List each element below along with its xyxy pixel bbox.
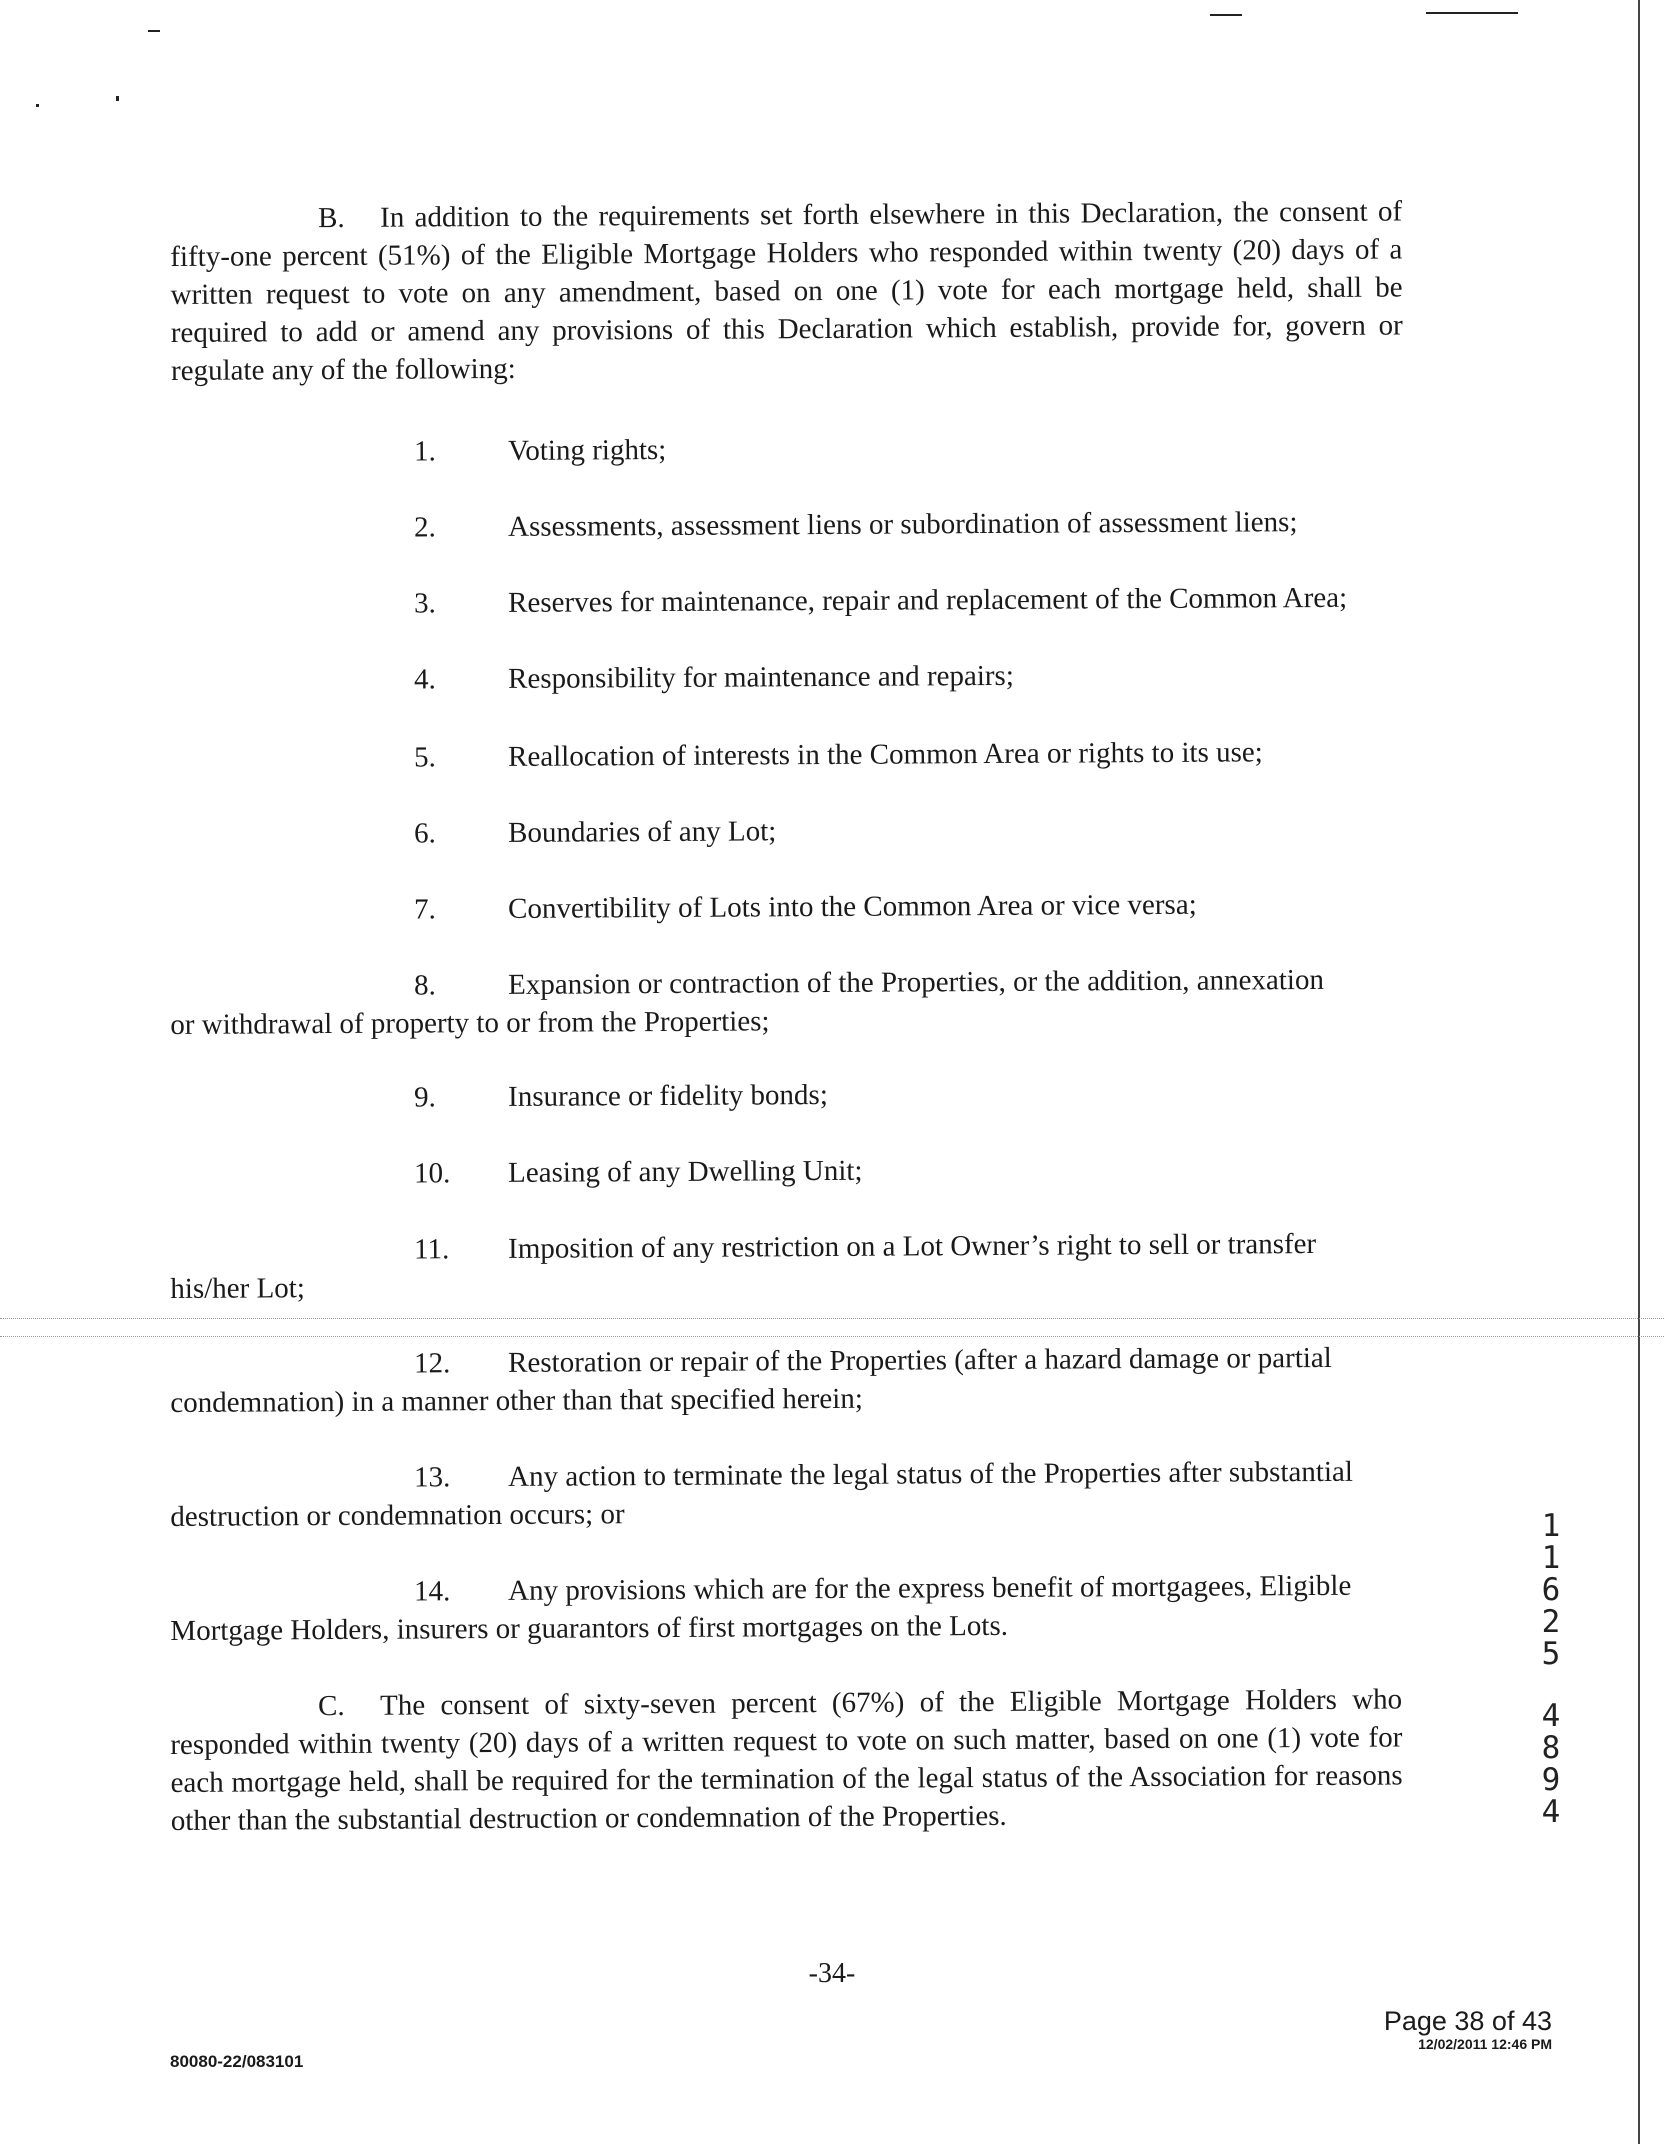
section-b-text: In addition to the requirements set forth elsewhere in this Declaration, the consent of fifty-one percent (51%) of the Eligible Mortgage Holders who responded within twenty (20) days of a written request to vote on any amendment, based on one (1) vote for each mortgage held, shall be required to add or amend any provisions of this Declaration which establish, provide for, govern or regulate any of the following: (170, 195, 1403, 387)
recording-digit: 4 (1541, 1698, 1561, 1734)
list-item-number: 2. (414, 511, 436, 544)
recording-number (1534, 1510, 1568, 1828)
list-item-text: Assessments, assessment liens or subordination of assessment liens; (508, 506, 1298, 543)
list-item-text: Boundaries of any Lot; (508, 815, 777, 849)
list-item-continuation: destruction or condemnation occurs; or (170, 1498, 625, 1533)
recording-stamp (1384, 2006, 1552, 2052)
section-c (170, 1680, 1403, 1840)
recording-digit: 8 (1541, 1730, 1561, 1766)
list-item (170, 502, 1402, 544)
fold-line (0, 1318, 1664, 1319)
list-item-continuation: or withdrawal of property to or from the Properties; (170, 1005, 770, 1041)
recording-digit: 2 (1541, 1604, 1561, 1640)
list-item (170, 426, 1402, 468)
stamp-page-count: Page 38 of 43 (1383, 2006, 1552, 2036)
list-item-number: 12. (414, 1347, 451, 1380)
list-item-number: 1. (414, 435, 436, 468)
list-item-number: 13. (414, 1461, 451, 1494)
scan-mark (116, 96, 119, 101)
list-item-text: Imposition of any restriction on a Lot Owner’s right to sell or transfer (508, 1227, 1317, 1265)
fold-line (0, 1336, 1664, 1337)
scan-mark (148, 30, 160, 32)
list-item-text: Reallocation of interests in the Common Area or rights to its use; (508, 736, 1263, 773)
list-item-text: Convertibility of Lots into the Common Area or vice versa; (508, 888, 1197, 925)
list-item-text: Reserves for maintenance, repair and replacement of the Common Area; (508, 581, 1348, 619)
section-c-label: C. (318, 1689, 345, 1723)
section-b-paragraph (170, 192, 1403, 390)
recording-digit: 1 (1541, 1508, 1561, 1544)
list-item (170, 1452, 1402, 1536)
list-item-continuation: condemnation) in a manner other than that specified herein; (170, 1382, 863, 1419)
list-item-text: Responsibility for maintenance and repairs; (508, 659, 1014, 695)
list-item-number: 10. (414, 1157, 451, 1190)
list-item (170, 808, 1402, 850)
recording-digit: 4 (1541, 1794, 1561, 1830)
list-item-text: Expansion or contraction of the Properties, or the addition, annexation (508, 963, 1325, 1001)
list-item-number: 7. (414, 893, 436, 926)
recording-digit: 5 (1541, 1636, 1561, 1672)
list-item (170, 884, 1402, 926)
list-item (170, 960, 1402, 1044)
list-item (170, 654, 1402, 696)
section-b (170, 192, 1403, 390)
list-item (170, 1148, 1402, 1190)
list-item-number: 14. (414, 1575, 451, 1608)
list-item (170, 1338, 1402, 1422)
document-code: 80080-22/083101 (170, 2052, 304, 2071)
list-item (170, 578, 1402, 620)
list-item-number: 9. (414, 1081, 436, 1114)
recording-digit: 9 (1541, 1762, 1561, 1798)
list-item-number: 5. (414, 741, 436, 774)
recording-digit: 1 (1541, 1540, 1561, 1576)
list-item-text: Any provisions which are for the express benefit of mortgagees, Eligible (508, 1569, 1352, 1607)
list-item-number: 11. (414, 1233, 450, 1266)
scan-edge (1638, 0, 1640, 2144)
list-item (170, 1566, 1402, 1650)
list-item-number: 3. (414, 587, 436, 620)
list-item (170, 732, 1402, 774)
scan-mark (1426, 12, 1518, 14)
stamp-datetime: 12/02/2011 12:46 PM (1418, 2036, 1552, 2052)
list-item-text: Any action to terminate the legal status of the Properties after substantial (508, 1455, 1353, 1493)
list-item (170, 1072, 1402, 1114)
list-item-text: Insurance or fidelity bonds; (508, 1078, 828, 1113)
list-item-continuation: his/her Lot; (170, 1272, 305, 1305)
list-item-continuation: Mortgage Holders, insurers or guarantors of first mortgages on the Lots. (170, 1609, 1009, 1647)
list-item-number: 8. (414, 969, 436, 1002)
list-item-text: Leasing of any Dwelling Unit; (508, 1154, 863, 1189)
scan-mark (1210, 14, 1242, 16)
list-item-number: 4. (414, 663, 436, 696)
list-item-text: Voting rights; (508, 433, 667, 467)
section-c-text: The consent of sixty-seven percent (67%) of the Eligible Mortgage Holders who responded within twenty (20) days of a written request to vote on such matter, based on one (1) vote for each mortgage held, shall be required for the termination of the legal status of the Association for reasons other than the substantial destruction or condemnation of the Properties. (170, 1683, 1403, 1837)
list-item (170, 1224, 1402, 1308)
scan-mark (36, 104, 39, 107)
page-number: -34- (808, 1958, 856, 1989)
recording-digit: 6 (1541, 1572, 1561, 1608)
list-item-text: Restoration or repair of the Properties (after a hazard damage or partial (508, 1341, 1332, 1379)
list-item-number: 6. (414, 817, 436, 850)
section-c-paragraph (170, 1680, 1403, 1840)
section-b-label: B. (318, 201, 345, 235)
